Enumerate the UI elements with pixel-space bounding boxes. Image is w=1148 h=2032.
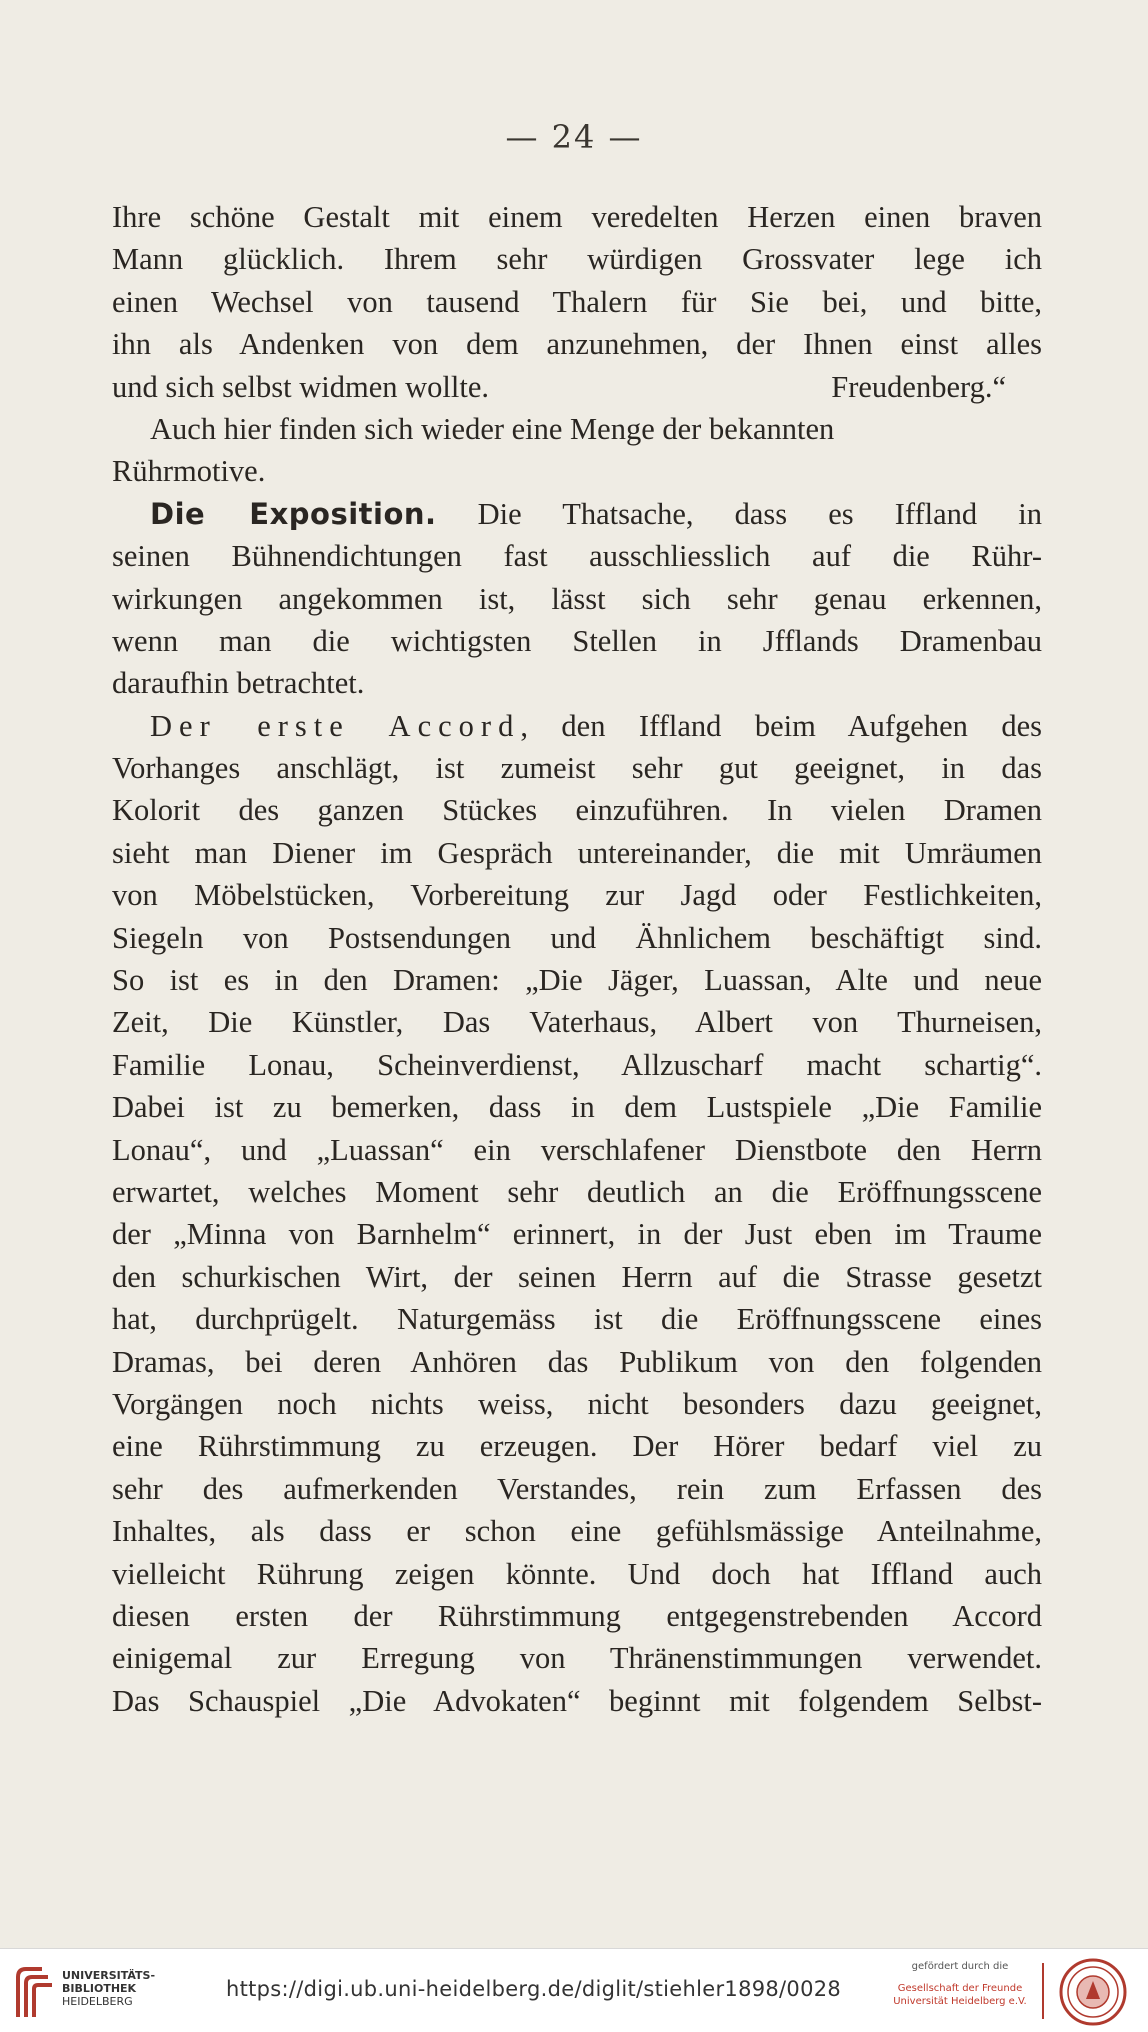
text-line: Mann glücklich. Ihrem sehr würdigen Grossvater lege ich xyxy=(112,242,1042,277)
text-line: Rührmotive. xyxy=(112,454,266,489)
section-heading: Die Exposition. xyxy=(150,496,437,531)
university-seal-icon xyxy=(1058,1957,1128,2027)
text-line: und sich selbst widmen wollte. xyxy=(112,369,489,404)
text-line: seinen Bühnendichtungen fast ausschliesslich auf die Rühr- xyxy=(112,539,1042,574)
sponsor-block xyxy=(890,1961,1030,2008)
text-line: Siegeln von Postsendungen und Ähnlichem beschäftigt sind. xyxy=(112,920,1042,955)
page-number: — 24 — xyxy=(505,118,643,156)
text-line: den schurkischen Wirt, der seinen Herrn auf die Strasse gesetzt xyxy=(112,1259,1042,1294)
text-line: Vorhanges anschlägt, ist zumeist sehr gut geeignet, in das xyxy=(112,751,1042,786)
library-name-line: UNIVERSITÄTS- xyxy=(62,1969,156,1982)
spaced-emphasis: Der erste Accord xyxy=(150,708,521,743)
text-line: Ihre schöne Gestalt mit einem veredelten Herzen einen braven xyxy=(112,200,1042,234)
text-line: daraufhin betrachtet. xyxy=(112,666,365,701)
text-line: ihn als Andenken von dem anzunehmen, der Ihnen einst alles xyxy=(112,327,1042,362)
sponsor-label: gefördert durch die xyxy=(911,1961,1009,1972)
text-line: , den Iffland beim Aufgehen des xyxy=(520,708,1043,743)
text-line: Lonau“, und „Luassan“ ein verschlafener Dienstbote den Herrn xyxy=(112,1132,1042,1167)
text-line: Kolorit des ganzen Stückes einzuführen. In vielen Dramen xyxy=(112,793,1042,828)
text-line: einigemal zur Erregung von Thränenstimmungen verwendet. xyxy=(112,1641,1042,1676)
text-line: Inhaltes, als dass er schon eine gefühlsmässige Anteilnahme, xyxy=(112,1514,1042,1549)
permalink-url[interactable]: https://digi.ub.uni-heidelberg.de/diglit/stiehler1898/0028 xyxy=(226,1977,842,2001)
text-line: Familie Lonau, Scheinverdienst, Allzuscharf macht schartig“. xyxy=(112,1047,1042,1082)
text-line: sehr des aufmerkenden Verstandes, rein zum Erfassen des xyxy=(112,1471,1042,1506)
text-line: Dabei ist zu bemerken, dass in dem Lustspiele „Die Familie xyxy=(112,1090,1042,1125)
body-text xyxy=(112,196,1042,1722)
text-line: vielleicht Rührung zeigen könnte. Und doch hat Iffland auch xyxy=(112,1556,1042,1591)
text-line: eine Rührstimmung zu erzeugen. Der Hörer bedarf viel zu xyxy=(112,1429,1042,1464)
text-line: diesen ersten der Rührstimmung entgegenstrebenden Accord xyxy=(112,1598,1042,1633)
text-line: Vorgängen noch nichts weiss, nicht besonders dazu geeignet, xyxy=(112,1386,1042,1421)
text-line: So ist es in den Dramen: „Die Jäger, Luassan, Alte und neue xyxy=(112,963,1042,998)
text-line-with-signature xyxy=(112,366,1042,408)
text-line: Dramas, bei deren Anhören das Publikum von den folgenden xyxy=(112,1344,1042,1379)
text-line: sieht man Diener im Gespräch untereinander, die mit Umräumen xyxy=(112,835,1042,870)
text-line: wenn man die wichtigsten Stellen in Jfflands Dramenbau xyxy=(112,623,1042,658)
text-line: wirkungen angekommen ist, lässt sich sehr genau erkennen, xyxy=(112,581,1042,616)
letter-signature: Freudenberg.“ xyxy=(831,369,1006,404)
text-line: einen Wechsel von tausend Thalern für Sie bei, und bitte, xyxy=(112,284,1042,319)
sponsor-org-line: Universität Heidelberg e.V. xyxy=(893,1996,1027,2007)
footer-divider xyxy=(1042,1963,1044,2019)
text-line-with-spaced-phrase xyxy=(112,705,1042,747)
library-name xyxy=(62,1969,155,2008)
library-logo-icon xyxy=(12,1963,56,2023)
text-line: Die Thatsache, dass es Iffland in xyxy=(477,496,1042,531)
text-line-with-heading xyxy=(112,493,1042,535)
text-line: hat, durchprügelt. Naturgemäss ist die Eröffnungsscene eines xyxy=(112,1302,1042,1337)
text-line: Zeit, Die Künstler, Das Vaterhaus, Albert von Thurneisen, xyxy=(112,1005,1042,1040)
library-name-line: BIBLIOTHEK xyxy=(62,1982,137,1995)
viewer-footer xyxy=(0,1948,1148,2032)
text-line: Das Schauspiel „Die Advokaten“ beginnt mit folgendem Selbst- xyxy=(112,1683,1042,1718)
library-name-line: HEIDELBERG xyxy=(62,1995,133,2008)
text-line: von Möbelstücken, Vorbereitung zur Jagd oder Festlichkeiten, xyxy=(112,878,1042,913)
text-line: der „Minna von Barnhelm“ erinnert, in der Just eben im Traume xyxy=(112,1217,1042,1252)
text-line: erwartet, welches Moment sehr deutlich an die Eröffnungsscene xyxy=(112,1174,1042,1209)
sponsor-org-line: Gesellschaft der Freunde xyxy=(897,1983,1023,1994)
text-line: Auch hier finden sich wieder eine Menge der bekannten xyxy=(150,411,835,446)
